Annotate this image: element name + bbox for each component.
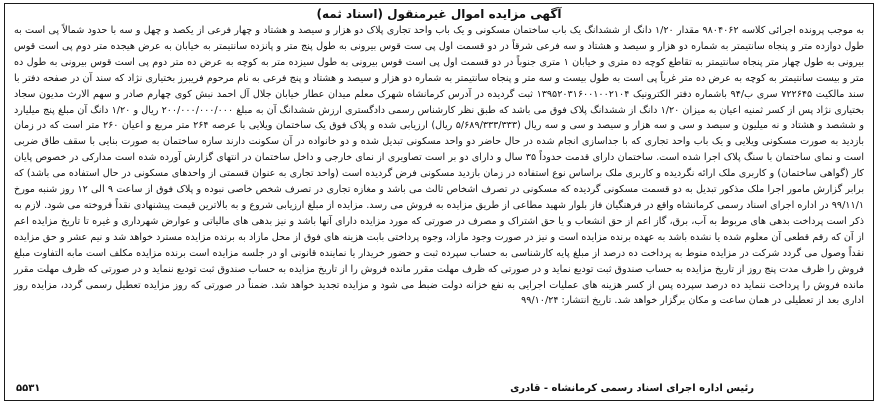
notice-footer: [14, 381, 864, 397]
notice-title: آگهی مزایده اموال غیرمنقول (اسناد ثمه): [316, 7, 562, 21]
auction-notice: [4, 3, 874, 401]
notice-body: به موجب پرونده اجرائی کلاسه ۹۸۰۴۰۶۲ مقدار ۱/۲۰ دانگ از ششدانگ یک باب ساختمان مسکونی و یک باب واحد تجاری پلاک دو هزار و سیصد و هشتاد و چهار فرعی از یکصد و چهل و سه با حدود شمالاً پی است به طول دوازده متر و پنجاه سانتیمتر به شماره دو هزار و سیصد و هشتاد و سه فرعی شرقاً در دو قسمت اول پی ست قوس بیرونی به طول پنج متر و پانزده سانتیمتر به خیابان به عرض هیجده متر دوم پی است قوس بیرونی به طول چهار متر پنجاه سانتیمتر به تقاطع کوچه ده متری و خیابان ۱ متری جنوباً در دو قسمت اول پی است قوس بیرونی به طول سیزده متر به کوچه به عرض ده متر دوم پی است قوس بیرونی به طول ده متر و بیست سانتیمتر به کوچه به عرض ده متر غرباً پی است به طول بیست و سه متر و پنجاه سانتیمتر به شماره دو هزار و سیصد و هشتاد و پنج فرعی به نام مرحوم فریبرز بختیاری نژاد که سند آن در صفحه دفتر با سند مالکیت ۷۲۲۶۴۵ سری ب/۹۴ باشماره دفتر الکترونیک ۱۳۹۵۲۰۳۱۶۰۰۱۰۰۲۱۰۴ ثبت گردیده در آدرس کرمانشاه شهرک معلم میدان عطار خیابان جلال آل احمد نبش کوی چهارم صادر و سهم الارث مدیون سجاد بختیاری نژاد پس از کسر ثمنیه اعیان به میزان ۱/۲۰ دانگ از ششدانگ پلاک فوق می باشد که طبق نظر کارشناس رسمی دادگستری ارزش ششدانگ آن به مبلغ ۲۰۰/۰۰۰/۰۰۰/۰۰۰ ریال و ۱/۲۰ دانگ آن مبلغ پنج میلیارد و ششصد و هشتاد و نه میلیون و سیصد و سی و سه هزار و سیصد و سی و سه ریال (۵/۶۸۹/۳۳۳/۳۳۳ ریال) ارزیابی شده و پلاک فوق یک ساختمان ویلایی با عرصه ۲۶۴ متر مربع و اعیان ۲۶۰ متر است که در زمان بازدید به صورت مسکونی ویلایی و یک باب واحد تجاری که با جداسازی انجام شده در حال حاضر دو واحد مسکونی تبدیل شده و دو خانواده در آن سکونت دارند سازه ساختمان به صورت بنایی با سقف طاق ضربی است و نمای ساختمان با سنگ پلاک اجرا شده است. ساختمان دارای قدمت حدوداً ۳۵ سال و دارای دو بر است تصاویری از نمای خارجی و داخل ساختمان در انتهای گزارش آورده شده است مدارکی در خصوص پایان کار (گواهی ساختمان) و کاربری ملک ارائه نگردیده و کاربری ملک براساس نوع استفاده در زمان بازدید مسکونی فرض گردیده است (واحد تجاری به عنوان قسمتی از واحدهای مسکونی در حال استفاده می باشد) که برابر گزارش مامور اجرا ملک مذکور تبدیل به دو قسمت مسکونی گردیده که مسکونی در تصرف اشخاص ثالث می باشد و مغازه تجاری در تصرف شخص خاصی نبوده و پلاک فوق از ساعت ۹ الی ۱۲ روز شنبه مورخ ۹۹/۱۱/۱ در اداره اجرای اسناد رسمی کرمانشاه واقع در فرهنگیان فاز بلوار شهید مطاعی از طریق مزایده به فروش می رسد. مزایده از مبلغ ارزیابی شروع و به بالاترین قیمت پیشنهادی نقداً فروخته می شود. لازم به ذکر است پرداخت بدهی های مربوط به آب، برق، گاز اعم از حق انشعاب و یا حق اشتراک و مصرف در صورتی که مورد مزایده دارای آنها باشد و نیز بدهی های مالیاتی و عوارض شهرداری و غیره تا تاریخ مزایده اعم از آن که رقم قطعی آن معلوم شده یا نشده باشد به عهده برنده مزایده است و نیز در صورت وجود مازاد، وجوه پرداختی بابت هزینه های فوق از محل مازاد به برنده مزایده مسترد خواهد شد و نیم عشر و حق مزایده نقداً وصول می گردد شرکت در مزایده منوط به پرداخت ده درصد از مبلغ پایه کارشناسی به حساب سپرده ثبت و حضور خریدار یا نماینده قانونی او در جلسه مزایده است برنده مزایده مکلف است مابه التفاوت مبلغ فروش را ظرف مدت پنج روز از تاریخ مزایده به حساب صندوق ثبت تودیع نماید و در صورتی که ظرف مهلت مقرر مانده فروش را از تاریخ مزایده به حساب صندوق ثبت تودیع ننماید و در صورتی که ظرف مهلت مقرر مانده فروش را پرداخت ننماید ده درصد سپرده پس از کسر هزینه های عملیات اجرایی به نفع خزانه دولت ضبط می شود و مزایده تجدید خواهد شد. ضمناً در صورتی که روز مزایده تعطیل رسمی گردد، مزایده روز اداری بعد از تعطیلی در همان ساعت و مکان برگزار خواهد شد. تاریخ انتشار: ۹۹/۱۰/۲۴: [14, 25, 865, 307]
notice-code: ۵۵۳۱: [16, 383, 41, 394]
signature-line: رئیس اداره اجرای اسناد رسمی کرمانشاه - قادری: [510, 383, 754, 394]
